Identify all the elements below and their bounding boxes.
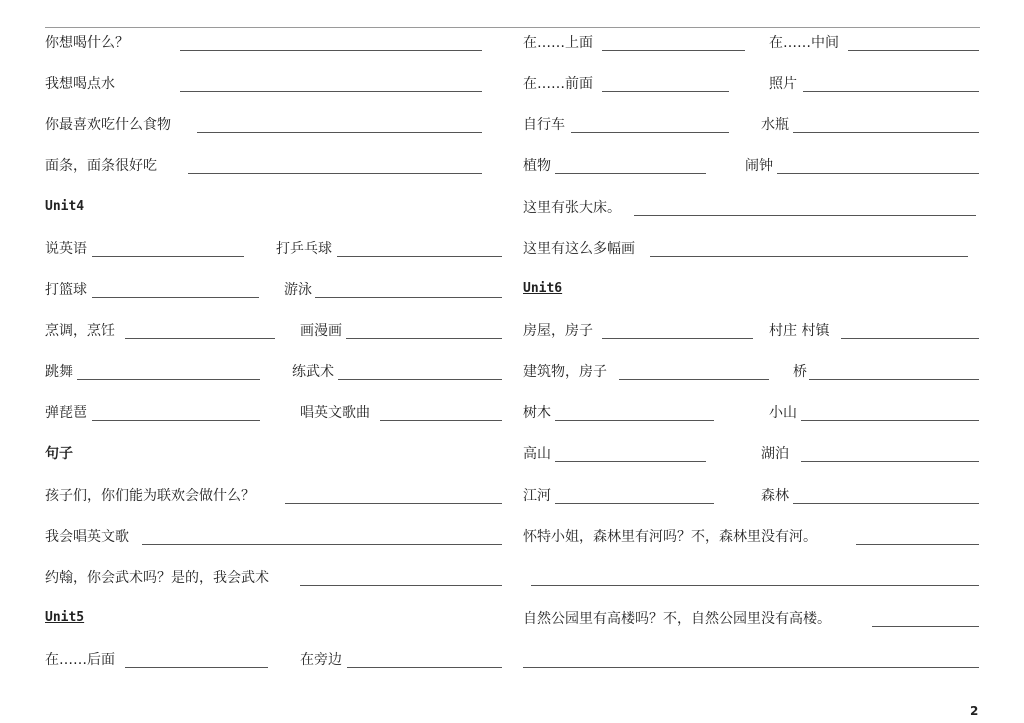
label: 跳舞 — [45, 364, 73, 380]
label: 孩子们，你们能为联欢会做什么？ — [45, 488, 255, 504]
answer-line[interactable] — [347, 667, 502, 668]
label: 水瓶 — [761, 117, 789, 133]
row-right-10 — [523, 403, 983, 423]
row-left-11 — [45, 444, 505, 464]
label: 高山 — [523, 446, 551, 462]
answer-line[interactable] — [602, 338, 753, 339]
answer-line[interactable] — [92, 256, 244, 257]
label: 在……后面 — [45, 652, 115, 668]
answer-line[interactable] — [523, 667, 979, 668]
answer-line[interactable] — [801, 420, 979, 421]
row-right-13 — [523, 527, 983, 547]
label: 照片 — [769, 76, 797, 92]
row-right-4 — [523, 156, 983, 176]
label: 烹调，烹饪 — [45, 323, 115, 339]
page-number: 2 — [970, 704, 979, 718]
label: 在……上面 — [523, 35, 593, 51]
label: 面条，面条很好吃 — [45, 158, 157, 174]
answer-line[interactable] — [555, 420, 714, 421]
answer-line[interactable] — [337, 256, 502, 257]
answer-line[interactable] — [197, 132, 482, 133]
row-left-7 — [45, 280, 505, 300]
answer-line[interactable] — [346, 338, 502, 339]
row-left-6 — [45, 239, 505, 259]
answer-line[interactable] — [142, 544, 502, 545]
label: 怀特小姐，森林里有河吗？不，森林里没有河。 — [523, 529, 817, 545]
label: 小山 — [769, 405, 797, 421]
label: 森林 — [761, 488, 789, 504]
label: 植物 — [523, 158, 551, 174]
row-right-9 — [523, 362, 983, 382]
label: 弹琵琶 — [45, 405, 87, 421]
label: 江河 — [523, 488, 551, 504]
answer-line[interactable] — [125, 667, 268, 668]
answer-line[interactable] — [180, 50, 482, 51]
row-left-2 — [45, 74, 505, 94]
answer-line[interactable] — [77, 379, 260, 380]
label: 树木 — [523, 405, 551, 421]
answer-line[interactable] — [188, 173, 482, 174]
label: 湖泊 — [761, 446, 789, 462]
label: 在……中间 — [769, 35, 839, 51]
label: 这里有张大床。 — [523, 200, 621, 216]
row-left-1 — [45, 33, 505, 53]
answer-line[interactable] — [809, 379, 979, 380]
row-left-14 — [45, 568, 505, 588]
answer-line[interactable] — [285, 503, 502, 504]
top-rule — [45, 27, 980, 28]
row-left-10 — [45, 403, 505, 423]
row-left-4 — [45, 156, 505, 176]
answer-line[interactable] — [180, 91, 482, 92]
label: 你最喜欢吃什么食物 — [45, 117, 171, 133]
unit4-heading: Unit4 — [45, 199, 85, 214]
answer-line[interactable] — [380, 420, 502, 421]
label: 房屋，房子 — [523, 323, 593, 339]
answer-line[interactable] — [555, 503, 714, 504]
label: 我会唱英文歌 — [45, 529, 129, 545]
label: 自行车 — [523, 117, 565, 133]
row-right-12 — [523, 486, 983, 506]
answer-line[interactable] — [856, 544, 979, 545]
answer-line[interactable] — [793, 503, 979, 504]
answer-line[interactable] — [801, 461, 979, 462]
label: 你想喝什么？ — [45, 35, 129, 51]
row-right-1 — [523, 33, 983, 53]
row-right-6 — [523, 239, 983, 259]
unit6-heading: Unit6 — [523, 281, 563, 296]
answer-line[interactable] — [777, 173, 979, 174]
row-left-8 — [45, 321, 505, 341]
row-left-13 — [45, 527, 505, 547]
label: 自然公园里有高楼吗？不，自然公园里没有高楼。 — [523, 611, 831, 627]
label: 村庄 村镇 — [769, 323, 830, 339]
row-right-2 — [523, 74, 983, 94]
answer-line[interactable] — [338, 379, 502, 380]
row-left-16 — [45, 650, 505, 670]
label: 建筑物，房子 — [523, 364, 607, 380]
answer-line[interactable] — [92, 420, 260, 421]
row-right-3 — [523, 115, 983, 135]
row-left-9 — [45, 362, 505, 382]
answer-line[interactable] — [602, 91, 729, 92]
answer-line[interactable] — [619, 379, 769, 380]
label: 画漫画 — [300, 323, 342, 339]
label: 这里有这么多幅画 — [523, 241, 635, 257]
row-right-11 — [523, 444, 983, 464]
row-right-14 — [523, 568, 983, 588]
answer-line[interactable] — [555, 461, 706, 462]
answer-line[interactable] — [531, 585, 979, 586]
answer-line[interactable] — [650, 256, 968, 257]
answer-line[interactable] — [555, 173, 706, 174]
answer-line[interactable] — [872, 626, 979, 627]
answer-line[interactable] — [315, 297, 502, 298]
label: 练武术 — [292, 364, 334, 380]
sentences-heading: 句子 — [45, 446, 73, 462]
label: 打乒乓球 — [276, 241, 332, 257]
answer-line[interactable] — [848, 50, 979, 51]
label: 在旁边 — [300, 652, 342, 668]
label: 约翰，你会武术吗？是的，我会武术 — [45, 570, 269, 586]
answer-line[interactable] — [92, 297, 259, 298]
label: 闹钟 — [745, 158, 773, 174]
label: 游泳 — [284, 282, 312, 298]
label: 打篮球 — [45, 282, 87, 298]
label: 在……前面 — [523, 76, 593, 92]
row-right-8 — [523, 321, 983, 341]
unit5-heading: Unit5 — [45, 610, 85, 625]
answer-line[interactable] — [803, 91, 979, 92]
label: 唱英文歌曲 — [300, 405, 370, 421]
answer-line[interactable] — [571, 132, 729, 133]
answer-line[interactable] — [634, 215, 976, 216]
label: 桥 — [793, 364, 807, 380]
row-right-15 — [523, 609, 983, 629]
answer-line[interactable] — [300, 585, 502, 586]
answer-line[interactable] — [602, 50, 745, 51]
answer-line[interactable] — [841, 338, 979, 339]
row-left-12 — [45, 486, 505, 506]
answer-line[interactable] — [125, 338, 275, 339]
row-right-5 — [523, 198, 983, 218]
answer-line[interactable] — [793, 132, 979, 133]
row-right-16 — [523, 650, 983, 670]
label: 说英语 — [45, 241, 87, 257]
row-left-3 — [45, 115, 505, 135]
label: 我想喝点水 — [45, 76, 115, 92]
